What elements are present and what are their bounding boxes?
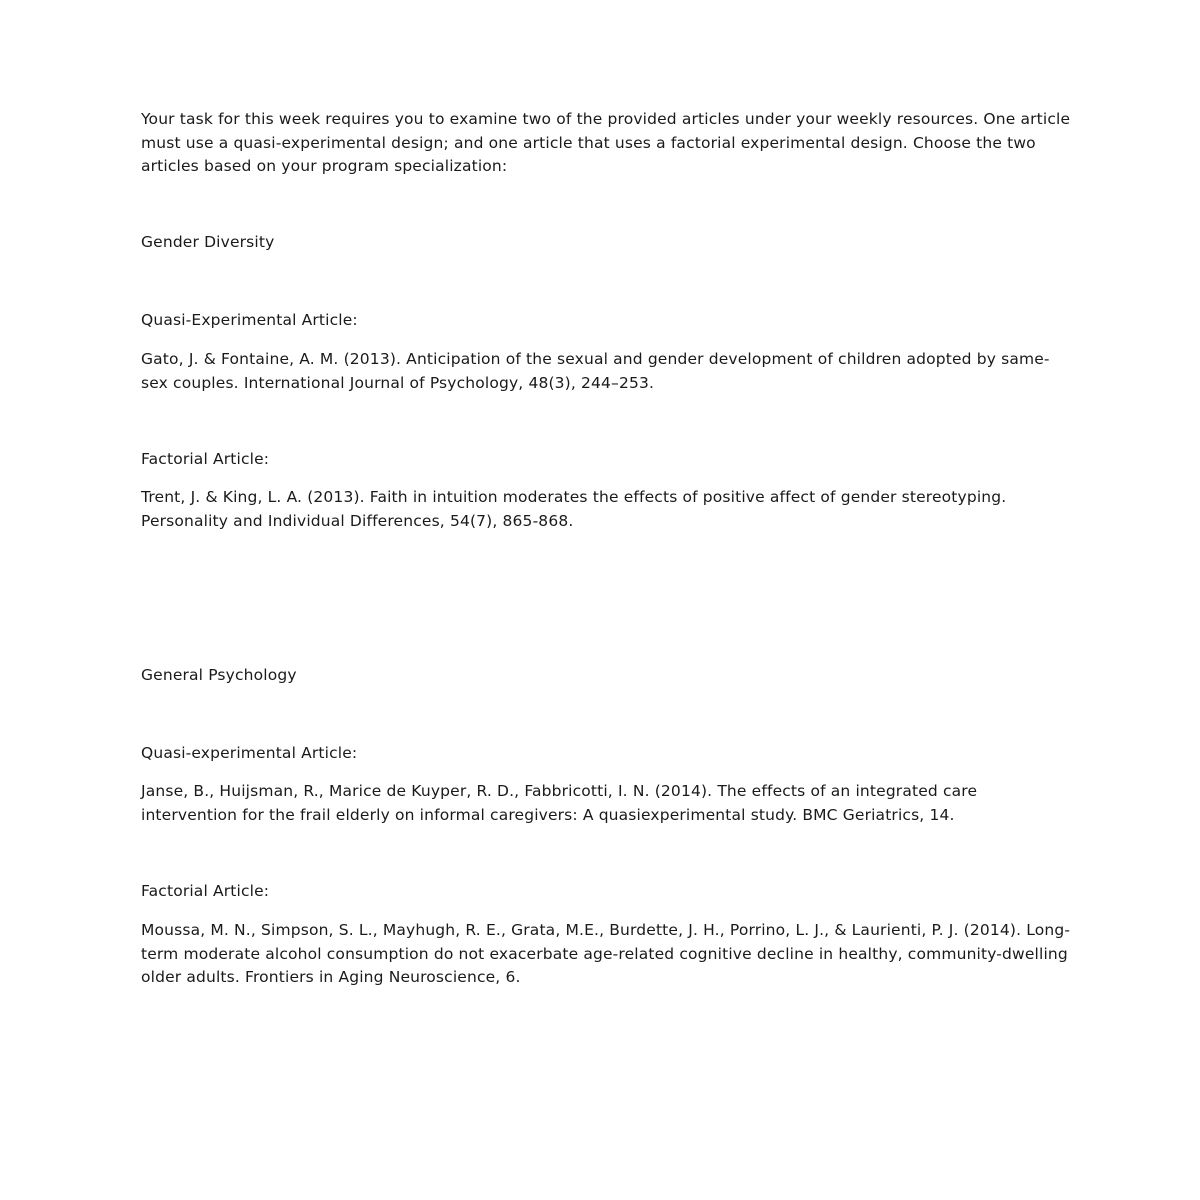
section-title-general-psychology: General Psychology: [141, 666, 297, 684]
intro-paragraph: Your task for this week requires you to examine two of the provided articles under your weekly resources. One article must use a quasi-experimental design; and one article that uses a factorial experimental design. Choose the two articles based on your program specialization:: [141, 110, 1071, 175]
factorial-article-label: Factorial Article:: [141, 882, 270, 900]
quasi-article-citation: Janse, B., Huijsman, R., Marice de Kuyper, R. D., Fabbricotti, I. N. (2014). The effects of an integrated care intervention for the frail elderly on informal caregivers: A quasiexperimental study. BMC Geriatrics, 14.: [141, 782, 978, 824]
factorial-article-label: Factorial Article:: [141, 450, 270, 468]
quasi-article-label: Quasi-Experimental Article:: [141, 311, 358, 329]
section-title-gender-diversity: Gender Diversity: [141, 233, 275, 251]
factorial-article-citation: Trent, J. & King, L. A. (2013). Faith in intuition moderates the effects of positive affect of gender stereotyping. Personality and Individual Differences, 54(7), 865-868.: [141, 488, 1007, 530]
quasi-article-citation: Gato, J. & Fontaine, A. M. (2013). Anticipation of the sexual and gender development of children adopted by same-sex couples. International Journal of Psychology, 48(3), 244–253.: [141, 350, 1050, 392]
factorial-article-citation: Moussa, M. N., Simpson, S. L., Mayhugh, R. E., Grata, M.E., Burdette, J. H., Porrino, L. J., & Laurienti, P. J. (2014). Long-term moderate alcohol consumption do not exacerbate age-related cognitive decline in healthy, community-dwelling older adults. Frontiers in Aging Neuroscience, 6.: [141, 921, 1071, 986]
quasi-article-label: Quasi-experimental Article:: [141, 744, 358, 762]
